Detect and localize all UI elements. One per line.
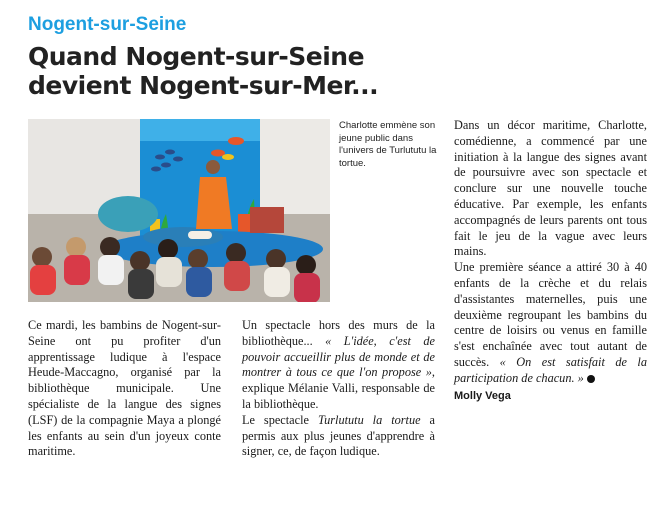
text-run: Le spectacle xyxy=(242,412,318,427)
show-title: Turlututu la tortue xyxy=(317,412,421,427)
paragraph: Dans un décor maritime, Charlotte, comédienne, a commencé par une initiation à la langue des signes avant de poursuivre avec son spectacle et conclure sur une nouvelle touche éducative. Par exemple, les enfants accompagnés de leurs parents ont tous fait le jeu de la vague avec leurs mains. xyxy=(454,118,647,259)
headline-line-2: devient Nogent-sur-Mer... xyxy=(28,71,379,100)
article-photo xyxy=(28,119,330,302)
article-headline xyxy=(28,42,468,100)
article-column-3 xyxy=(454,118,647,404)
photo-illustration xyxy=(28,119,330,302)
text-run: a permis aux plus jeunes d'apprendre à signer, ce, de façon ludique. xyxy=(242,412,435,459)
paragraph: Ce mardi, les bambins de Nogent-sur-Seine ont pu profiter d'un apprentissage ludique à l'espace Heude-Maccagno, organisé par la bibliothèque municipale. Une spécialiste de la langue des signes (LSF) de la compagnie Maya a plongé les enfants au sein d'un joyeux conte maritime. xyxy=(28,318,221,459)
paragraph xyxy=(242,413,435,460)
article-column-2 xyxy=(242,318,435,460)
paragraph xyxy=(454,260,647,386)
quote: « L'idée, c'est de pouvoir accueillir plus de monde et de montrer à tous ce que l'on propose » xyxy=(242,333,435,380)
photo-caption: Charlotte emmène son jeune public dans l'univers de Turlututu la tortue. xyxy=(339,120,437,169)
author-byline: Molly Vega xyxy=(454,389,511,402)
text-run: Une première séance a attiré 30 à 40 enfants de la crèche et du relais d'assistantes maternelles, puis une deuxième regroupant les bambins du centre de loisirs ou venus en famille s'est enchaînée avec tout autant de succès. xyxy=(454,260,647,369)
text-run: Un spectacle hors des murs de la bibliothèque... xyxy=(242,318,435,348)
quote: « On est satisfait de la participation de chacun. » xyxy=(454,354,647,385)
text-run: , explique Mélanie Valli, responsable de la bibliothèque. xyxy=(242,365,435,411)
headline-line-1: Quand Nogent-sur-Seine xyxy=(28,42,365,71)
end-mark-icon xyxy=(587,375,595,383)
article-column-1 xyxy=(28,318,221,460)
section-kicker: Nogent-sur-Seine xyxy=(28,14,187,35)
paragraph xyxy=(242,318,435,413)
